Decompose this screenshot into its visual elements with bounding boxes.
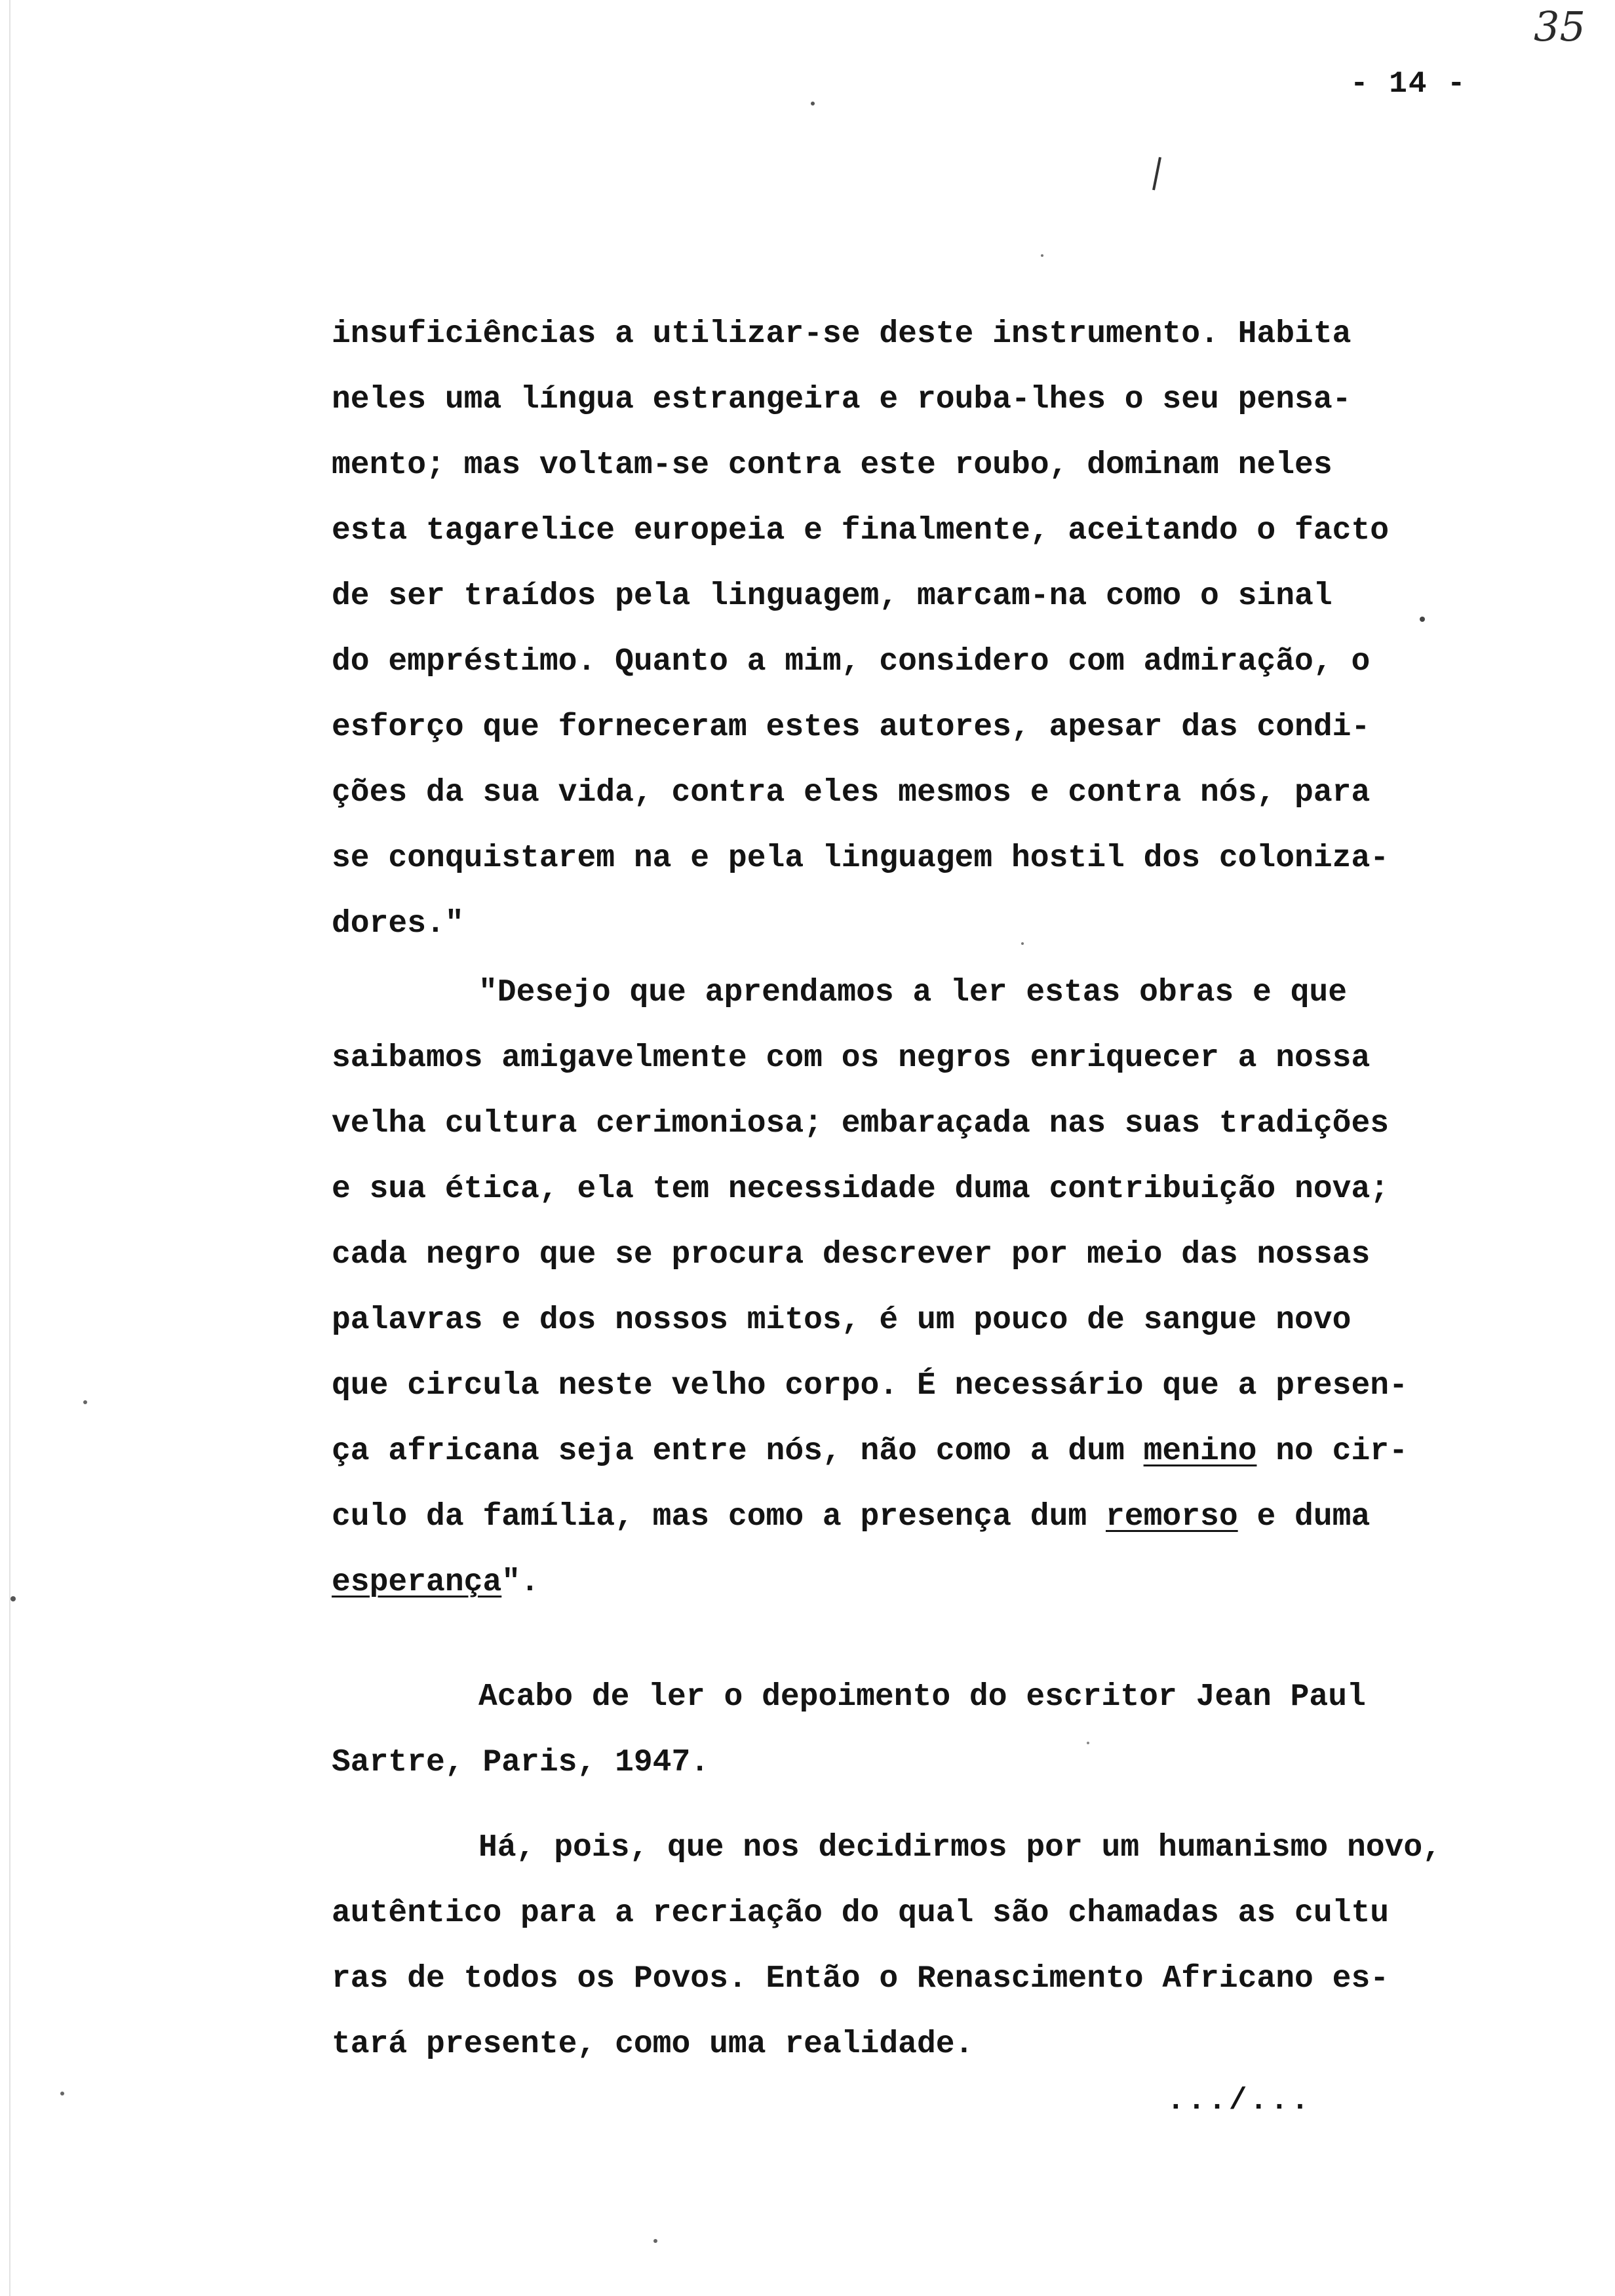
text-line: se conquistarem na e pela linguagem hostil dos coloniza- bbox=[332, 841, 1390, 876]
text-line: Sartre, Paris, 1947. bbox=[332, 1745, 710, 1780]
text-line: palavras e dos nossos mitos, é um pouco de sangue novo bbox=[332, 1303, 1352, 1338]
scan-speck bbox=[83, 1400, 87, 1404]
text-line: que circula neste velho corpo. É necessário que a presen- bbox=[332, 1368, 1408, 1404]
text-line: e sua ética, ela tem necessidade duma contribuição nova; bbox=[332, 1172, 1390, 1207]
text-segment: culo da família, mas como a presença dum bbox=[332, 1499, 1106, 1535]
scan-speck bbox=[1041, 254, 1043, 257]
text-line: dores." bbox=[332, 906, 464, 942]
scan-speck bbox=[10, 1596, 16, 1601]
text-line bbox=[332, 1550, 1446, 1615]
underlined-word: menino bbox=[1143, 1434, 1257, 1469]
continuation-mark: .../... bbox=[1167, 2084, 1312, 2118]
paragraph-2-sartre-quote bbox=[332, 960, 1446, 1615]
text-line: esta tagarelice europeia e finalmente, aceitando o facto bbox=[332, 513, 1390, 548]
text-line bbox=[332, 1484, 1446, 1550]
archive-number: 35 bbox=[1534, 3, 1586, 50]
paragraph-4 bbox=[332, 1815, 1446, 2077]
paragraph-1 bbox=[332, 301, 1446, 957]
text-line: tará presente, como uma realidade. bbox=[332, 2027, 974, 2062]
text-line: esforço que forneceram estes autores, apesar das condi- bbox=[332, 710, 1371, 745]
paragraph-3 bbox=[332, 1664, 1446, 1795]
underlined-word: remorso bbox=[1106, 1499, 1238, 1535]
text-line: mento; mas voltam-se contra este roubo, dominam neles bbox=[332, 448, 1333, 483]
text-segment: e duma bbox=[1237, 1499, 1371, 1535]
text-line: "Desejo que aprendamos a ler estas obras e que bbox=[478, 975, 1348, 1010]
scan-speck bbox=[60, 2092, 64, 2095]
text-line: saibamos amigavelmente com os negros enriquecer a nossa bbox=[332, 1041, 1371, 1076]
text-segment: no cir- bbox=[1256, 1434, 1408, 1469]
scan-speck bbox=[653, 2239, 657, 2243]
text-line bbox=[332, 1419, 1446, 1484]
text-line: cada negro que se procura descrever por meio das nossas bbox=[332, 1237, 1371, 1272]
scan-speck bbox=[811, 102, 815, 105]
text-segment: ça africana seja entre nós, não como a dum bbox=[332, 1434, 1144, 1469]
text-line: ções da sua vida, contra eles mesmos e contra nós, para bbox=[332, 775, 1371, 811]
text-line: Acabo de ler o depoimento do escritor Jean Paul bbox=[478, 1679, 1366, 1715]
pen-stroke bbox=[1154, 157, 1160, 190]
text-segment: ". bbox=[501, 1565, 539, 1600]
page-number: - 14 - bbox=[1350, 67, 1467, 101]
text-line: ras de todos os Povos. Então o Renascimento Africano es- bbox=[332, 1961, 1390, 1997]
text-line: do empréstimo. Quanto a mim, considero com admiração, o bbox=[332, 644, 1371, 679]
underlined-word: esperança bbox=[332, 1565, 502, 1600]
text-line: neles uma língua estrangeira e rouba-lhes o seu pensa- bbox=[332, 382, 1352, 417]
text-line: autêntico para a recriação do qual são chamadas as cultu bbox=[332, 1896, 1390, 1931]
text-line: velha cultura cerimoniosa; embaraçada nas suas tradições bbox=[332, 1106, 1390, 1141]
text-line: de ser traídos pela linguagem, marcam-na como o sinal bbox=[332, 579, 1333, 614]
text-line: insuficiências a utilizar-se deste instrumento. Habita bbox=[332, 316, 1352, 352]
text-line: Há, pois, que nos decidirmos por um humanismo novo, bbox=[478, 1830, 1442, 1866]
